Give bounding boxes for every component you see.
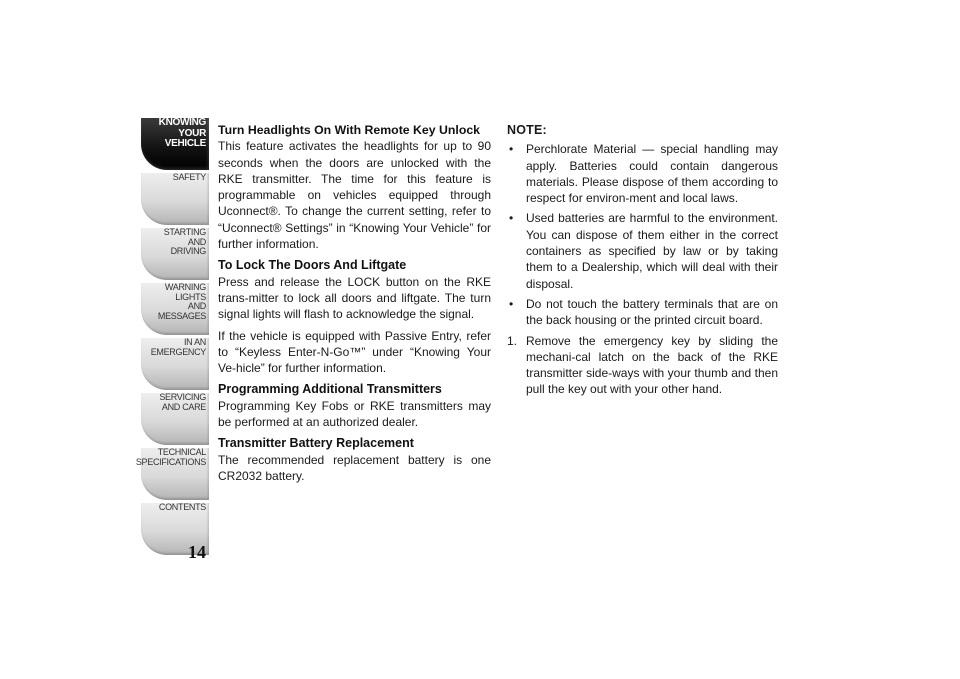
tab-technical-specifications[interactable] — [135, 447, 209, 500]
bullet-icon: • — [509, 296, 514, 311]
step-item — [507, 333, 778, 398]
tab-safety[interactable] — [141, 173, 209, 225]
tab-label: WARNING LIGHTS AND MESSAGES — [157, 282, 206, 321]
list-item — [507, 296, 778, 329]
note-list — [507, 141, 778, 328]
list-item — [507, 210, 778, 291]
step-number: 1. — [507, 333, 518, 348]
tab-in-an-emergency[interactable] — [141, 338, 209, 390]
heading-battery-replacement: Transmitter Battery Replacement — [218, 436, 414, 451]
paragraph-lock-doors: Press and release the LOCK button on the RKE trans-mitter to lock all doors and liftgate. The turn signal lights will flash to acknowledge the signal. — [218, 274, 491, 322]
list-item — [507, 141, 778, 206]
heading-lock-doors: To Lock The Doors And Liftgate — [218, 258, 407, 273]
tab-label: SAFETY — [172, 172, 206, 182]
tab-label: STARTING AND DRIVING — [163, 227, 206, 256]
tab-servicing-and-care[interactable] — [141, 393, 209, 445]
tab-knowing-your-vehicle[interactable] — [141, 118, 209, 170]
step-text: Remove the emergency key by sliding the mechani-cal latch on the back of the RKE transmitter side-ways with your thumb and then pull the key out with your other hand. — [526, 333, 778, 397]
paragraph-programming: Programming Key Fobs or RKE transmitters may be performed at an authorized dealer. — [218, 398, 491, 430]
note-heading: NOTE: — [507, 123, 547, 137]
list-item-text: Used batteries are harmful to the environment. You can dispose of them either in the correct containers as specified by law or by taking them to a Dealership, which will deal with their disposal. — [526, 211, 778, 291]
tab-label: TECHNICAL SPECIFICATIONS — [135, 447, 206, 467]
tab-label: KNOWING YOUR VEHICLE — [158, 117, 206, 149]
tab-label: SERVICING AND CARE — [159, 392, 206, 412]
heading-programming: Programming Additional Transmitters — [218, 382, 442, 397]
bullet-icon: • — [509, 211, 514, 226]
paragraph-headlights: This feature activates the headlights for up to 90 seconds when the doors are unlocked with the RKE transmitter. The time for this feature is programmable on vehicles equipped through Uconnect®. To change the current setting, refer to “Uconnect® Settings” in “Knowing Your Vehicle” for further information. — [218, 139, 491, 252]
list-item-text: Do not touch the battery terminals that are on the back housing or the printed circuit board. — [526, 296, 778, 328]
list-item-text: Perchlorate Material — special handling may apply. Batteries could contain dangerous materials. Please dispose of them according to respect for environ-ment and local laws. — [526, 142, 778, 206]
section-sidebar — [135, 117, 209, 558]
tab-starting-and-driving[interactable] — [141, 228, 209, 280]
tab-label: CONTENTS — [158, 502, 206, 512]
right-column — [507, 122, 778, 398]
paragraph-passive-entry: If the vehicle is equipped with Passive Entry, refer to “Keyless Enter-N-Go™” under “Knowing Your Ve-hicle” for further information. — [218, 328, 491, 376]
bullet-icon: • — [509, 142, 514, 157]
tab-label: IN AN EMERGENCY — [150, 337, 206, 357]
tab-warning-lights[interactable] — [141, 283, 209, 335]
paragraph-battery-replacement: The recommended replacement battery is one CR2032 battery. — [218, 452, 491, 483]
page-number: 14 — [188, 542, 206, 562]
steps-list — [507, 333, 778, 398]
left-column — [218, 122, 491, 484]
heading-headlights: Turn Headlights On With Remote Key Unlock — [218, 123, 481, 137]
